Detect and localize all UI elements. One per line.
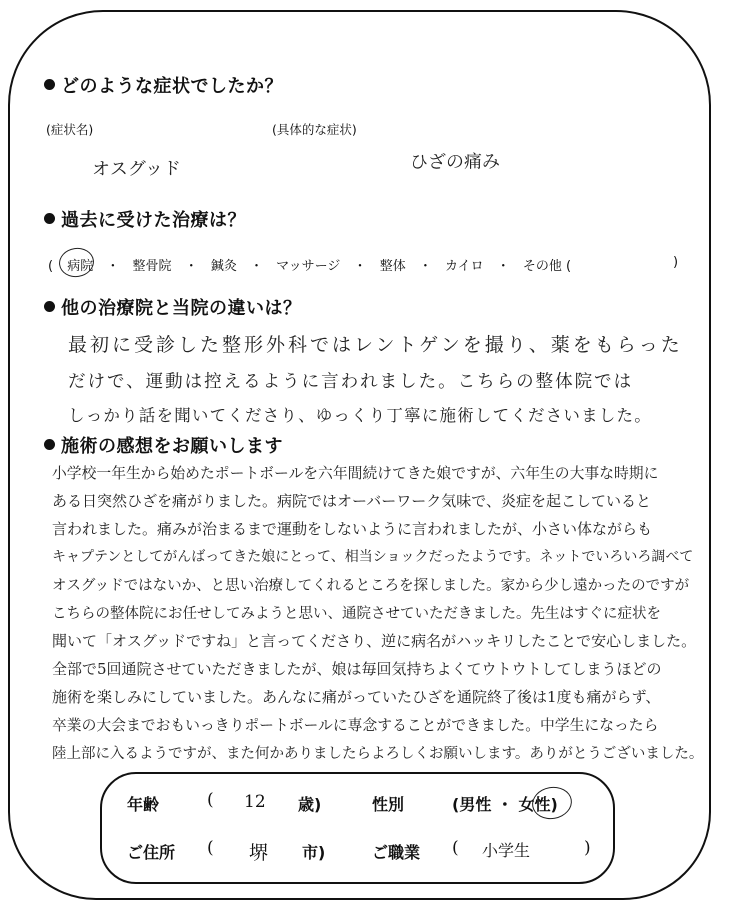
symptom-detail-label: (具体的な症状) bbox=[272, 122, 357, 137]
treatment-option-hospital: 病院 bbox=[67, 259, 94, 274]
treatment-separator: ・ bbox=[250, 259, 264, 274]
address-label: ご住所 bbox=[127, 843, 176, 862]
treatment-option-shinkyu: 鍼灸 bbox=[210, 259, 237, 274]
address-unit: 市) bbox=[302, 843, 326, 862]
treatment-separator: ・ bbox=[496, 259, 510, 274]
difference-line: だけで、運動は控えるように言われました。こちらの整体院では bbox=[68, 372, 634, 392]
job-close-paren: ) bbox=[584, 838, 591, 858]
treatment-section-title bbox=[44, 206, 246, 232]
impression-line: ある日突然ひざを痛がりました。病院ではオーバーワーク気味で、炎症を起こしていると bbox=[52, 492, 651, 510]
treatment-close-paren: ) bbox=[673, 255, 679, 270]
gender-options: (男性 ・ 女性) bbox=[452, 795, 558, 814]
job-label: ご職業 bbox=[372, 843, 421, 862]
treatment-option-seikotsuin: 整骨院 bbox=[132, 259, 172, 274]
age-open-paren: ( bbox=[207, 790, 214, 810]
job-value: 小学生 bbox=[482, 841, 531, 860]
treatment-separator: ・ bbox=[184, 259, 198, 274]
treatment-separator: ・ bbox=[106, 259, 120, 274]
impression-line: 全部で5回通院させていただきましたが、娘は毎回気持ちよくてウトウトしてしまうほどの bbox=[52, 660, 662, 678]
difference-line: しっかり話を聞いてくださり、ゆっくり丁寧に施術してくださいました。 bbox=[68, 406, 652, 425]
difference-line: 最初に受診した整形外科ではレントゲンを撮り、薬をもらった bbox=[68, 334, 683, 356]
job-open-paren: ( bbox=[452, 838, 459, 858]
gender-label: 性別 bbox=[372, 795, 405, 814]
profile-box bbox=[100, 772, 615, 884]
treatment-separator: ・ bbox=[418, 259, 432, 274]
treatment-options bbox=[48, 255, 571, 274]
impression-line: オスグッドではないか、と思い治療してくれるところを探しました。家から少し遠かったのですが bbox=[52, 578, 690, 594]
bullet-icon bbox=[44, 301, 55, 312]
impression-section-title bbox=[44, 432, 283, 458]
treatment-title-text: 過去に受けた治療は？ bbox=[61, 210, 246, 231]
address-value: 堺 bbox=[249, 842, 269, 864]
symptom-title-text: どのような症状でしたか？ bbox=[61, 76, 283, 97]
impression-line: 陸上部に入るようですが、また何かありましたらよろしくお願いします。ありがとうございました。 bbox=[52, 746, 704, 762]
impression-line: キャプテンとしてがんばってきた娘にとって、相当ショックだったようです。ネットでいろいろ調べて bbox=[52, 549, 694, 565]
impression-line: 言われました。痛みが治まるまで運動をしないように言われましたが、小さい体ながらも bbox=[52, 520, 653, 538]
difference-section-title bbox=[44, 294, 302, 320]
impression-line: 小学校一年生から始めたポートボールを六年間続けてきた娘ですが、六年生の大事な時期に bbox=[52, 465, 659, 482]
address-open-paren: ( bbox=[207, 838, 214, 858]
treatment-open-paren: ( bbox=[48, 259, 54, 274]
treatment-option-massage: マッサージ bbox=[276, 259, 341, 274]
difference-title-text: 他の治療院と当院の違いは？ bbox=[61, 298, 302, 319]
age-value: 12 bbox=[244, 792, 266, 812]
symptom-detail-answer: ひざの痛み bbox=[409, 151, 501, 173]
impression-line: こちらの整体院にお任せしてみようと思い、通院させていただきました。先生はすぐに症状を bbox=[52, 606, 661, 622]
bullet-icon bbox=[44, 439, 55, 450]
symptom-section-title bbox=[44, 72, 283, 98]
impression-line: 卒業の大会までおもいっきりポートボールに専念することができました。中学生になったら bbox=[52, 717, 659, 734]
treatment-option-chiro: カイロ bbox=[445, 259, 484, 274]
symptom-name-answer: オスグッド bbox=[91, 158, 182, 180]
age-unit: 歳) bbox=[298, 795, 322, 814]
bullet-icon bbox=[44, 79, 55, 90]
impression-line: 施術を楽しみにしていました。あんなに痛がっていたひざを通院終了後は1度も痛がらず、 bbox=[52, 688, 661, 706]
treatment-separator: ・ bbox=[353, 259, 367, 274]
age-label: 年齢 bbox=[127, 795, 160, 814]
bullet-icon bbox=[44, 213, 55, 224]
impression-title-text: 施術の感想をお願いします bbox=[61, 436, 283, 457]
impression-line: 聞いて「オスグッドですね」と言ってくださり、逆に病名がハッキリしたことで安心しました。 bbox=[52, 632, 697, 650]
treatment-option-other: その他 ( bbox=[522, 259, 572, 274]
treatment-option-seitai: 整体 bbox=[379, 259, 406, 274]
symptom-name-label: (症状名) bbox=[46, 122, 94, 137]
